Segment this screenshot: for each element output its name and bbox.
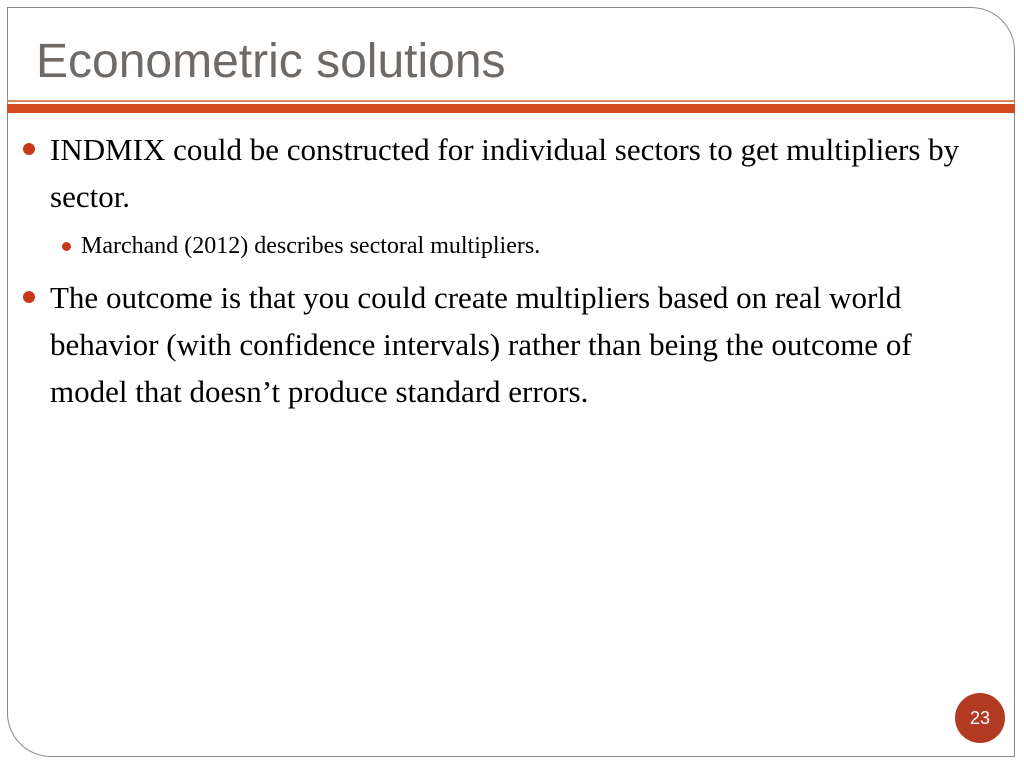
bullet-item xyxy=(20,274,990,415)
subbullet-dot-icon xyxy=(62,242,71,251)
bullet-dot-icon xyxy=(23,291,35,303)
subbullet-item xyxy=(20,228,990,264)
title-divider-thin xyxy=(7,100,1015,102)
bullet-text: INDMIX could be constructed for individual sectors to get multipliers by sector. xyxy=(50,132,960,214)
bullet-dot-icon xyxy=(23,143,35,155)
page-number-badge: 23 xyxy=(955,693,1005,743)
subbullet-text: Marchand (2012) describes sectoral multipliers. xyxy=(81,233,541,259)
slide-body xyxy=(20,126,990,423)
bullet-text: The outcome is that you could create multipliers based on real world behavior (with confidence intervals) rather than being the outcome of model that doesn’t produce standard errors. xyxy=(50,280,912,409)
slide-title: Econometric solutions xyxy=(36,35,506,88)
title-divider-thick xyxy=(7,104,1015,113)
bullet-item xyxy=(20,126,990,220)
